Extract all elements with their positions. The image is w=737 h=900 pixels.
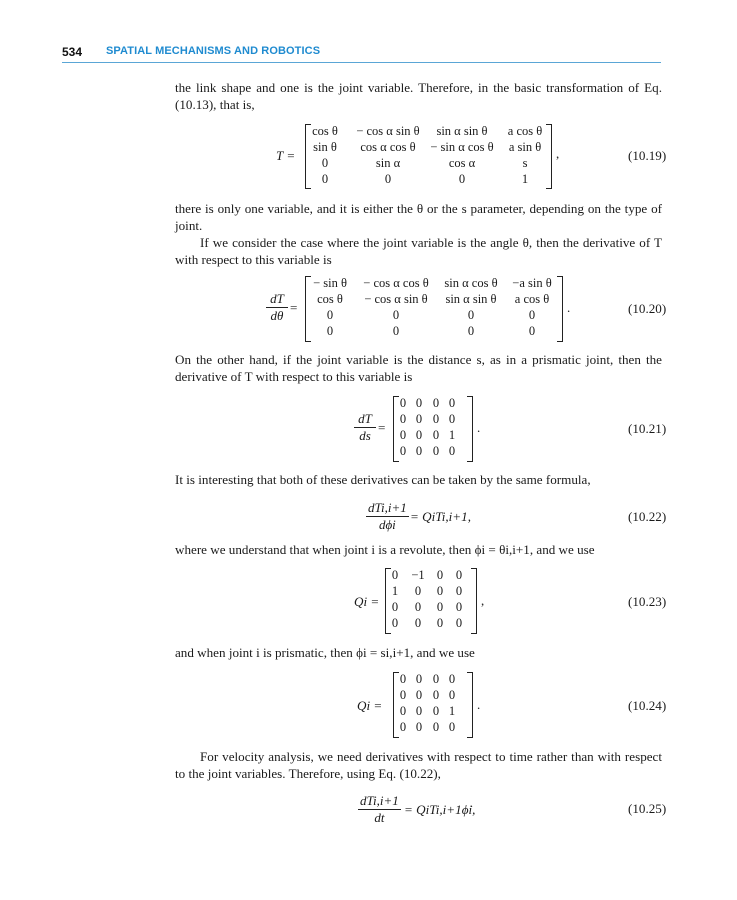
matrix-cell: −1 bbox=[411, 568, 425, 582]
matrix-cell: 0 bbox=[399, 412, 407, 426]
matrix-cell: a sin θ bbox=[508, 140, 542, 154]
matrix-cell: 0 bbox=[448, 412, 456, 426]
eq-10-21-equals: = bbox=[378, 420, 386, 435]
eq-10-25-denominator: dt bbox=[358, 809, 401, 826]
matrix-cell: 0 bbox=[415, 444, 423, 458]
matrix-cell: 0 bbox=[326, 308, 334, 322]
matrix-cell: cos θ bbox=[317, 292, 343, 306]
matrix-cell: 0 bbox=[455, 616, 463, 630]
matrix-cell: 0 bbox=[414, 600, 422, 614]
matrix-cell: 1 bbox=[521, 172, 529, 186]
matrix-cell: 0 bbox=[399, 720, 407, 734]
eq-10-23-left-bracket bbox=[385, 568, 391, 634]
matrix-cell: a cos θ bbox=[507, 124, 543, 138]
eq-10-22-fraction bbox=[366, 500, 409, 533]
matrix-cell: 0 bbox=[392, 324, 400, 338]
matrix-cell: 0 bbox=[415, 396, 423, 410]
matrix-cell: 0 bbox=[448, 688, 456, 702]
paragraph-3: If we consider the case where the joint variable is the angle θ, then the derivative of T with respect to this variable is bbox=[175, 235, 662, 267]
eq-10-21-left-bracket bbox=[393, 396, 399, 462]
eq-10-19-lhs: T = bbox=[276, 148, 296, 163]
matrix-cell: 0 bbox=[414, 616, 422, 630]
eq-10-25-rhs: = QiTi,i+1ϕ̇i, bbox=[404, 802, 476, 817]
matrix-cell: 0 bbox=[399, 396, 407, 410]
matrix-cell: − cos α sin θ bbox=[364, 292, 428, 306]
matrix-cell: 0 bbox=[436, 584, 444, 598]
matrix-cell: 0 bbox=[448, 444, 456, 458]
matrix-cell: 0 bbox=[528, 324, 536, 338]
matrix-cell: 0 bbox=[448, 720, 456, 734]
eq-10-23-number: (10.23) bbox=[628, 594, 667, 609]
eq-10-23-punct: , bbox=[481, 593, 485, 608]
page-header bbox=[62, 44, 661, 63]
matrix-cell: sin α sin θ bbox=[436, 124, 488, 138]
eq-10-21-number: (10.21) bbox=[628, 421, 667, 436]
matrix-cell: 1 bbox=[448, 428, 456, 442]
paragraph-2: there is only one variable, and it is either the θ or the s parameter, depending on the type of joint. bbox=[175, 201, 662, 233]
matrix-cell: − sin θ bbox=[313, 276, 347, 290]
eq-10-22-denominator: dϕi bbox=[366, 516, 409, 533]
matrix-cell: 0 bbox=[391, 568, 399, 582]
matrix-cell: sin α sin θ bbox=[445, 292, 497, 306]
matrix-cell: cos α bbox=[448, 156, 476, 170]
matrix-cell: cos α cos θ bbox=[360, 140, 416, 154]
matrix-cell: − cos α cos θ bbox=[363, 276, 429, 290]
eq-10-20-number: (10.20) bbox=[628, 301, 667, 316]
matrix-cell: 1 bbox=[391, 584, 399, 598]
matrix-cell: 0 bbox=[436, 616, 444, 630]
eq-10-22-number: (10.22) bbox=[628, 509, 667, 524]
matrix-cell: 0 bbox=[321, 156, 329, 170]
matrix-cell: −a sin θ bbox=[512, 276, 552, 290]
matrix-cell: 0 bbox=[384, 172, 392, 186]
matrix-cell: 0 bbox=[432, 428, 440, 442]
eq-10-25-fraction bbox=[358, 793, 401, 826]
eq-10-23-right-bracket bbox=[471, 568, 477, 634]
eq-10-20-left-bracket bbox=[305, 276, 311, 342]
eq-10-23-lhs: Qi = bbox=[354, 594, 380, 609]
matrix-cell: 0 bbox=[458, 172, 466, 186]
eq-10-24-number: (10.24) bbox=[628, 698, 667, 713]
matrix-cell: a cos θ bbox=[514, 292, 550, 306]
matrix-cell: 0 bbox=[399, 704, 407, 718]
paragraph-4: On the other hand, if the joint variable is the distance s, as in a prismatic joint, then the derivative of T with respect to this variable is bbox=[175, 352, 662, 384]
matrix-cell: − sin α cos θ bbox=[430, 140, 494, 154]
eq-10-20-numerator: dT bbox=[270, 291, 284, 306]
paragraph-7: and when joint i is prismatic, then ϕi = si,i+1, and we use bbox=[175, 645, 475, 660]
matrix-cell: 0 bbox=[455, 568, 463, 582]
matrix-cell: 0 bbox=[392, 308, 400, 322]
matrix-cell: 0 bbox=[415, 412, 423, 426]
paragraph-8: For velocity analysis, we need derivatives with respect to time rather than with respect to the joint variables. Therefore, using Eq. (10.22), bbox=[175, 749, 662, 781]
matrix-cell: 0 bbox=[432, 412, 440, 426]
matrix-cell: 0 bbox=[414, 584, 422, 598]
matrix-cell: 0 bbox=[467, 324, 475, 338]
matrix-cell: 0 bbox=[399, 428, 407, 442]
eq-10-20-denominator: dθ bbox=[266, 307, 288, 324]
eq-10-20-right-bracket bbox=[557, 276, 563, 342]
eq-10-21-numerator: dT bbox=[358, 411, 372, 426]
matrix-cell: s bbox=[522, 156, 528, 170]
eq-10-22-rhs: = QiTi,i+1, bbox=[410, 509, 471, 524]
matrix-cell: 0 bbox=[467, 308, 475, 322]
eq-10-21-punct: . bbox=[477, 420, 481, 435]
matrix-cell: 0 bbox=[391, 600, 399, 614]
eq-10-19-number: (10.19) bbox=[628, 148, 667, 163]
matrix-cell: 0 bbox=[432, 704, 440, 718]
matrix-cell: 0 bbox=[448, 396, 456, 410]
matrix-cell: 0 bbox=[436, 568, 444, 582]
eq-10-24-punct: . bbox=[477, 697, 481, 712]
matrix-cell: 0 bbox=[432, 688, 440, 702]
eq-10-21-denominator: ds bbox=[354, 427, 376, 444]
matrix-cell: 0 bbox=[455, 584, 463, 598]
eq-10-21-fraction bbox=[354, 411, 376, 444]
matrix-cell: 0 bbox=[432, 444, 440, 458]
matrix-cell: 0 bbox=[415, 704, 423, 718]
paragraph-1: the link shape and one is the joint variable. Therefore, in the basic transformation of Eq. (10.13), that is, bbox=[175, 80, 662, 112]
eq-10-21-right-bracket bbox=[467, 396, 473, 462]
matrix-cell: cos θ bbox=[312, 124, 338, 138]
matrix-cell: sin θ bbox=[313, 140, 337, 154]
matrix-cell: 0 bbox=[432, 672, 440, 686]
eq-10-20-punct: . bbox=[567, 300, 571, 315]
eq-10-19-left-bracket bbox=[305, 124, 311, 189]
eq-10-22-numerator: dTi,i+1 bbox=[368, 500, 407, 515]
eq-10-19-punct: , bbox=[556, 146, 560, 161]
matrix-cell: − cos α sin θ bbox=[356, 124, 420, 138]
matrix-cell: 0 bbox=[432, 396, 440, 410]
matrix-cell: 0 bbox=[436, 600, 444, 614]
matrix-cell: 0 bbox=[415, 720, 423, 734]
matrix-cell: 0 bbox=[321, 172, 329, 186]
matrix-cell: 1 bbox=[448, 704, 456, 718]
matrix-cell: 0 bbox=[399, 672, 407, 686]
matrix-cell: 0 bbox=[448, 672, 456, 686]
matrix-cell: 0 bbox=[399, 444, 407, 458]
eq-10-24-lhs: Qi = bbox=[357, 698, 383, 713]
eq-10-25-number: (10.25) bbox=[628, 801, 667, 816]
matrix-cell: 0 bbox=[528, 308, 536, 322]
paragraph-6: where we understand that when joint i is a revolute, then ϕi = θi,i+1, and we use bbox=[175, 542, 595, 557]
page-number: 534 bbox=[62, 45, 83, 59]
matrix-cell: 0 bbox=[432, 720, 440, 734]
matrix-cell: 0 bbox=[415, 688, 423, 702]
eq-10-24-right-bracket bbox=[467, 672, 473, 738]
eq-10-24-left-bracket bbox=[393, 672, 399, 738]
eq-10-20-equals: = bbox=[290, 300, 298, 315]
paragraph-5: It is interesting that both of these derivatives can be taken by the same formula, bbox=[175, 472, 591, 487]
matrix-cell: 0 bbox=[455, 600, 463, 614]
eq-10-20-fraction bbox=[266, 291, 288, 324]
matrix-cell: 0 bbox=[399, 688, 407, 702]
matrix-cell: sin α cos θ bbox=[444, 276, 498, 290]
eq-10-25-numerator: dTi,i+1 bbox=[360, 793, 399, 808]
matrix-cell: 0 bbox=[415, 428, 423, 442]
eq-10-19-right-bracket bbox=[546, 124, 552, 189]
running-head: SPATIAL MECHANISMS AND ROBOTICS bbox=[106, 45, 321, 57]
matrix-cell: 0 bbox=[326, 324, 334, 338]
matrix-cell: sin α bbox=[375, 156, 401, 170]
matrix-cell: 0 bbox=[391, 616, 399, 630]
matrix-cell: 0 bbox=[415, 672, 423, 686]
